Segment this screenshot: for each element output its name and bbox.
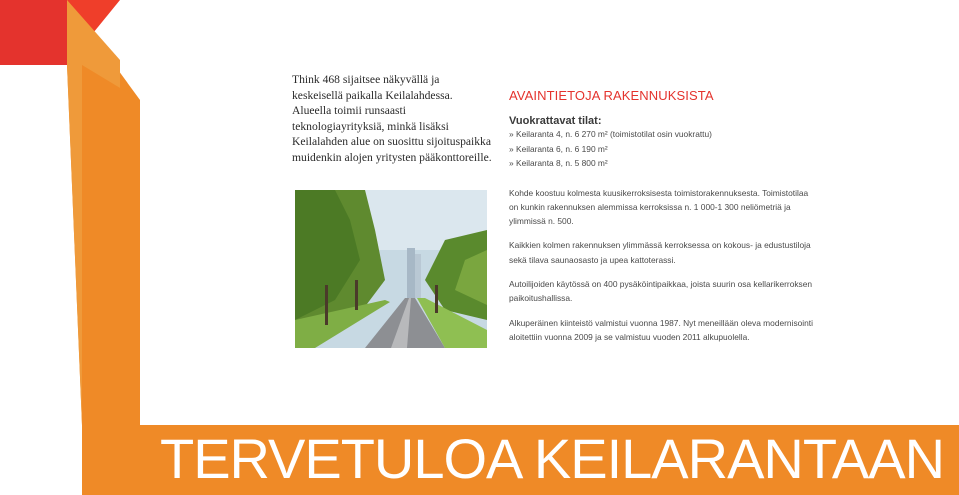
bracket-top-red	[0, 0, 67, 65]
intro-text: Think 468 sijaitsee näkyvällä ja keskeisellä paikalla Keilalahdessa. Alueella toimii runsaasti teknologiayrityksiä, minkä lisäksi Keilalahden alue on suosittu sijoituspaikka muidenkin alojen yritysten pääkonttoreille.	[292, 73, 492, 164]
description-paragraph: Kohde koostuu kolmesta kuusikerroksisesta toimistorakennuksesta. Toimistotilaa on kunkin rakennuksen alemmissa kerroksissa n. 1 000-1 300 neliömetriä ja ylimmissä n. 500.	[509, 187, 809, 227]
description-paragraph: Kaikkien kolmen rakennuksen ylimmässä kerroksessa on kokous- ja edustustiloja sekä tilava saunaosasto ja upea kattoterassi.	[509, 240, 811, 265]
welcome-banner-text: TERVETULOA KEILARANTAAN	[160, 427, 945, 490]
description-paragraph: Autoilijoiden käytössä on 400 pysäköintipaikkaa, joista suurin osa kellarikerroksen paikoitushallissa.	[509, 278, 813, 304]
list-item: » Keilaranta 8, n. 5 800 m²	[509, 158, 608, 168]
list-item: » Keilaranta 4, n. 6 270 m² (toimistotilat osin vuokrattu)	[509, 129, 712, 139]
section-title: AVAINTIETOJA RAKENNUKSISTA	[509, 88, 714, 103]
description-paragraph: Alkuperäinen kiinteistö valmistui vuonna 1987. Nyt meneillään oleva modernisointi aloitettiin vuonna 2009 ja se valmistuu vuoden 2011 alkupuolella.	[509, 317, 813, 342]
key-info-section	[509, 88, 819, 344]
street-photo	[295, 190, 487, 348]
list-item: » Keilaranta 6, n. 6 190 m²	[509, 143, 608, 154]
rentable-spaces-heading: Vuokrattavat tilat:	[509, 115, 602, 127]
address-list	[509, 127, 819, 171]
